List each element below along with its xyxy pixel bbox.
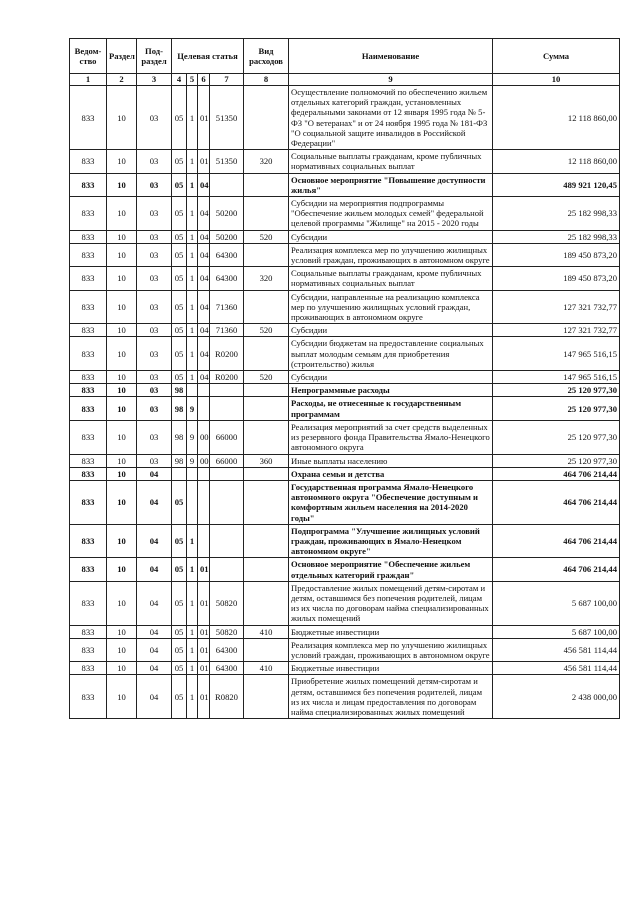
target-program-cell <box>172 467 187 480</box>
target-program-cell: 05 <box>172 480 187 524</box>
podrazdel-cell: 03 <box>137 337 172 371</box>
target-direction-cell: 66000 <box>210 454 244 467</box>
podrazdel-cell: 04 <box>137 581 172 625</box>
vedomstvo-cell: 833 <box>70 86 107 150</box>
target-direction-cell <box>210 173 244 196</box>
target-event-cell <box>198 480 210 524</box>
name-cell: Бюджетные инвестиции <box>289 662 493 675</box>
target-subprogram-cell: 1 <box>187 625 198 638</box>
sum-cell: 464 706 214,44 <box>493 467 620 480</box>
target-program-cell: 05 <box>172 267 187 290</box>
vedomstvo-cell: 833 <box>70 467 107 480</box>
target-subprogram-cell: 1 <box>187 86 198 150</box>
target-direction-cell <box>210 558 244 581</box>
razdel-cell: 10 <box>107 86 137 150</box>
target-event-cell: 04 <box>198 337 210 371</box>
expense-type-cell <box>244 675 289 719</box>
target-event-cell <box>198 524 210 558</box>
target-subprogram-cell: 1 <box>187 267 198 290</box>
target-subprogram-cell: 1 <box>187 337 198 371</box>
sum-cell: 127 321 732,77 <box>493 290 620 324</box>
name-cell: Реализация комплекса мер по улучшению жилищных условий граждан, проживающих в автономном округе <box>289 243 493 266</box>
podrazdel-cell: 03 <box>137 230 172 243</box>
target-subprogram-cell: 9 <box>187 397 198 420</box>
expense-type-cell: 410 <box>244 625 289 638</box>
table-row <box>70 524 620 558</box>
sum-cell: 464 706 214,44 <box>493 524 620 558</box>
sum-cell: 189 450 873,20 <box>493 267 620 290</box>
podrazdel-cell: 03 <box>137 267 172 290</box>
razdel-cell: 10 <box>107 480 137 524</box>
sum-cell: 5 687 100,00 <box>493 581 620 625</box>
razdel-cell: 10 <box>107 581 137 625</box>
expense-type-cell <box>244 384 289 397</box>
target-event-cell: 04 <box>198 371 210 384</box>
vedomstvo-cell: 833 <box>70 675 107 719</box>
target-event-cell <box>198 397 210 420</box>
razdel-cell: 10 <box>107 290 137 324</box>
sum-cell: 456 581 114,44 <box>493 662 620 675</box>
table-row <box>70 675 620 719</box>
expense-type-cell <box>244 638 289 661</box>
podrazdel-cell: 03 <box>137 197 172 231</box>
target-program-cell: 05 <box>172 243 187 266</box>
podrazdel-cell: 04 <box>137 558 172 581</box>
target-event-cell: 04 <box>198 267 210 290</box>
target-program-cell: 05 <box>172 675 187 719</box>
target-program-cell: 98 <box>172 384 187 397</box>
column-number: 1 <box>70 74 107 86</box>
expense-type-cell <box>244 467 289 480</box>
name-cell: Непрограммные расходы <box>289 384 493 397</box>
table-row <box>70 480 620 524</box>
podrazdel-cell: 04 <box>137 662 172 675</box>
expense-type-cell: 520 <box>244 324 289 337</box>
razdel-cell: 10 <box>107 150 137 173</box>
name-cell: Субсидии <box>289 230 493 243</box>
podrazdel-cell: 04 <box>137 675 172 719</box>
name-cell: Основное мероприятие "Обеспечение жильем отдельных категорий граждан" <box>289 558 493 581</box>
target-event-cell: 04 <box>198 197 210 231</box>
razdel-cell: 10 <box>107 625 137 638</box>
target-subprogram-cell: 1 <box>187 324 198 337</box>
target-program-cell: 05 <box>172 173 187 196</box>
podrazdel-cell: 03 <box>137 384 172 397</box>
sum-cell: 189 450 873,20 <box>493 243 620 266</box>
expense-type-cell <box>244 243 289 266</box>
target-subprogram-cell <box>187 480 198 524</box>
table-row <box>70 267 620 290</box>
target-direction-cell: 64300 <box>210 243 244 266</box>
target-program-cell: 05 <box>172 638 187 661</box>
name-cell: Расходы, не отнесенные к государственным программам <box>289 397 493 420</box>
sum-cell: 25 182 998,33 <box>493 230 620 243</box>
table-row <box>70 638 620 661</box>
name-cell: Субсидии бюджетам на предоставление социальных выплат молодым семьям для приобретения (строительство) жилья <box>289 337 493 371</box>
podrazdel-cell: 03 <box>137 86 172 150</box>
expense-type-cell: 410 <box>244 662 289 675</box>
target-direction-cell: 71360 <box>210 324 244 337</box>
sum-cell: 12 118 860,00 <box>493 86 620 150</box>
razdel-cell: 10 <box>107 662 137 675</box>
budget-table <box>69 38 620 719</box>
sum-cell: 127 321 732,77 <box>493 324 620 337</box>
vedomstvo-cell: 833 <box>70 173 107 196</box>
target-direction-cell: R0200 <box>210 371 244 384</box>
vedomstvo-cell: 833 <box>70 397 107 420</box>
sum-cell: 25 182 998,33 <box>493 197 620 231</box>
target-subprogram-cell: 1 <box>187 662 198 675</box>
name-cell: Основное мероприятие "Повышение доступности жилья" <box>289 173 493 196</box>
name-cell: Субсидии, направленные на реализацию комплекса мер по улучшению жилищных условий граждан, проживающих в автономном округе <box>289 290 493 324</box>
podrazdel-cell: 03 <box>137 420 172 454</box>
vedomstvo-cell: 833 <box>70 337 107 371</box>
column-number: 6 <box>198 74 210 86</box>
sum-cell: 456 581 114,44 <box>493 638 620 661</box>
target-direction-cell: R0200 <box>210 337 244 371</box>
table-row <box>70 197 620 231</box>
expense-type-cell <box>244 524 289 558</box>
sum-cell: 489 921 120,45 <box>493 173 620 196</box>
name-cell: Государственная программа Ямало-Ненецкого автономного округа "Обеспечение доступным и комфортным жильем населения на 2014-2020 годы" <box>289 480 493 524</box>
target-direction-cell: 64300 <box>210 662 244 675</box>
target-event-cell: 01 <box>198 150 210 173</box>
razdel-cell: 10 <box>107 197 137 231</box>
target-program-cell: 05 <box>172 581 187 625</box>
sum-cell: 464 706 214,44 <box>493 558 620 581</box>
target-subprogram-cell: 1 <box>187 230 198 243</box>
column-number: 4 <box>172 74 187 86</box>
target-subprogram-cell: 1 <box>187 150 198 173</box>
target-direction-cell <box>210 384 244 397</box>
name-cell: Субсидии <box>289 371 493 384</box>
sum-cell: 12 118 860,00 <box>493 150 620 173</box>
name-cell: Предоставление жилых помещений детям-сиротам и детям, оставшимся без попечения родителей, лицам из их числа по договорам найма специализированных жилых помещений <box>289 581 493 625</box>
vedomstvo-cell: 833 <box>70 230 107 243</box>
table-row <box>70 625 620 638</box>
name-cell: Приобретение жилых помещений детям-сиротам и детям, оставшимся без попечения родителей, лицам из их числа и лицам предоставления по договорам найма специализированных жилых помещений <box>289 675 493 719</box>
name-cell: Иные выплаты населению <box>289 454 493 467</box>
target-event-cell: 01 <box>198 581 210 625</box>
target-direction-cell: 51350 <box>210 86 244 150</box>
column-number: 7 <box>210 74 244 86</box>
target-subprogram-cell: 1 <box>187 173 198 196</box>
sum-cell: 5 687 100,00 <box>493 625 620 638</box>
target-subprogram-cell: 1 <box>187 558 198 581</box>
expense-type-cell <box>244 173 289 196</box>
target-program-cell: 05 <box>172 324 187 337</box>
podrazdel-cell: 03 <box>137 397 172 420</box>
target-program-cell: 98 <box>172 454 187 467</box>
target-subprogram-cell <box>187 384 198 397</box>
target-event-cell: 04 <box>198 230 210 243</box>
column-number: 5 <box>187 74 198 86</box>
table-row <box>70 371 620 384</box>
vedomstvo-cell: 833 <box>70 524 107 558</box>
podrazdel-cell: 04 <box>137 467 172 480</box>
target-subprogram-cell: 1 <box>187 290 198 324</box>
target-direction-cell <box>210 467 244 480</box>
table-row <box>70 86 620 150</box>
podrazdel-cell: 03 <box>137 173 172 196</box>
razdel-cell: 10 <box>107 467 137 480</box>
column-number: 3 <box>137 74 172 86</box>
target-program-cell: 05 <box>172 558 187 581</box>
target-event-cell <box>198 467 210 480</box>
target-subprogram-cell <box>187 467 198 480</box>
target-subprogram-cell: 1 <box>187 243 198 266</box>
expense-type-cell <box>244 86 289 150</box>
vedomstvo-cell: 833 <box>70 267 107 290</box>
podrazdel-cell: 04 <box>137 625 172 638</box>
table-row <box>70 173 620 196</box>
column-number: 9 <box>289 74 493 86</box>
vedomstvo-cell: 833 <box>70 480 107 524</box>
target-event-cell: 04 <box>198 243 210 266</box>
table-row <box>70 581 620 625</box>
target-direction-cell <box>210 524 244 558</box>
column-number: 8 <box>244 74 289 86</box>
podrazdel-cell: 04 <box>137 638 172 661</box>
expense-type-cell: 520 <box>244 230 289 243</box>
name-cell: Субсидии <box>289 324 493 337</box>
sum-cell: 25 120 977,30 <box>493 384 620 397</box>
column-number: 10 <box>493 74 620 86</box>
name-cell: Осуществление полномочий по обеспечению жильем отдельных категорий граждан, установленных федеральными законами от 12 января 1995 года № 5-ФЗ "О ветеранах" и от 24 ноября 1995 года № 181-ФЗ "О социальной защите инвалидов в Российской Федерации" <box>289 86 493 150</box>
target-program-cell: 05 <box>172 230 187 243</box>
vedomstvo-cell: 833 <box>70 558 107 581</box>
target-program-cell: 05 <box>172 524 187 558</box>
podrazdel-cell: 03 <box>137 454 172 467</box>
table-row <box>70 230 620 243</box>
column-number: 2 <box>107 74 137 86</box>
target-event-cell: 04 <box>198 324 210 337</box>
target-direction-cell: 71360 <box>210 290 244 324</box>
razdel-cell: 10 <box>107 230 137 243</box>
vedomstvo-cell: 833 <box>70 150 107 173</box>
target-event-cell: 01 <box>198 662 210 675</box>
target-program-cell: 05 <box>172 150 187 173</box>
expense-type-cell <box>244 581 289 625</box>
podrazdel-cell: 03 <box>137 324 172 337</box>
expense-type-cell <box>244 397 289 420</box>
name-cell: Реализация комплекса мер по улучшению жилищных условий граждан, проживающих в автономном округе <box>289 638 493 661</box>
razdel-cell: 10 <box>107 337 137 371</box>
vedomstvo-cell: 833 <box>70 662 107 675</box>
target-event-cell: 01 <box>198 638 210 661</box>
name-cell: Подпрограмма "Улучшение жилищных условий граждан, проживающих в Ямало-Ненецком автономном округе" <box>289 524 493 558</box>
target-event-cell: 01 <box>198 86 210 150</box>
expense-type-cell: 520 <box>244 371 289 384</box>
podrazdel-cell: 03 <box>137 150 172 173</box>
razdel-cell: 10 <box>107 638 137 661</box>
target-direction-cell: 50200 <box>210 197 244 231</box>
expense-type-cell <box>244 558 289 581</box>
expense-type-cell <box>244 290 289 324</box>
target-subprogram-cell: 9 <box>187 454 198 467</box>
expense-type-cell <box>244 480 289 524</box>
razdel-cell: 10 <box>107 524 137 558</box>
target-program-cell: 05 <box>172 337 187 371</box>
sum-cell: 464 706 214,44 <box>493 480 620 524</box>
podrazdel-cell: 03 <box>137 371 172 384</box>
target-event-cell: 04 <box>198 290 210 324</box>
target-direction-cell: R0820 <box>210 675 244 719</box>
razdel-cell: 10 <box>107 324 137 337</box>
header-target-article: Целевая статья <box>172 39 244 74</box>
target-subprogram-cell: 1 <box>187 371 198 384</box>
target-program-cell: 05 <box>172 197 187 231</box>
target-direction-cell: 51350 <box>210 150 244 173</box>
vedomstvo-cell: 833 <box>70 420 107 454</box>
target-subprogram-cell: 1 <box>187 197 198 231</box>
razdel-cell: 10 <box>107 384 137 397</box>
table-row <box>70 150 620 173</box>
razdel-cell: 10 <box>107 243 137 266</box>
target-event-cell <box>198 384 210 397</box>
target-subprogram-cell: 1 <box>187 675 198 719</box>
name-cell: Реализация мероприятий за счет средств выделенных из резервного фонда Правительства Ямало-Ненецкого автономного округа <box>289 420 493 454</box>
vedomstvo-cell: 833 <box>70 243 107 266</box>
sum-cell: 2 438 000,00 <box>493 675 620 719</box>
sum-cell: 25 120 977,30 <box>493 420 620 454</box>
target-direction-cell: 66000 <box>210 420 244 454</box>
sum-cell: 147 965 516,15 <box>493 371 620 384</box>
target-event-cell: 04 <box>198 173 210 196</box>
razdel-cell: 10 <box>107 267 137 290</box>
name-cell: Бюджетные инвестиции <box>289 625 493 638</box>
target-subprogram-cell: 1 <box>187 638 198 661</box>
target-program-cell: 05 <box>172 662 187 675</box>
target-event-cell: 01 <box>198 625 210 638</box>
name-cell: Социальные выплаты гражданам, кроме публичных нормативных социальных выплат <box>289 267 493 290</box>
target-program-cell: 05 <box>172 371 187 384</box>
razdel-cell: 10 <box>107 420 137 454</box>
target-direction-cell: 50200 <box>210 230 244 243</box>
razdel-cell: 10 <box>107 454 137 467</box>
target-event-cell: 00 <box>198 420 210 454</box>
sum-cell: 25 120 977,30 <box>493 454 620 467</box>
sum-cell: 25 120 977,30 <box>493 397 620 420</box>
target-event-cell: 01 <box>198 675 210 719</box>
table-row <box>70 454 620 467</box>
header-expense-type: Вид расходов <box>244 39 289 74</box>
target-event-cell: 01 <box>198 558 210 581</box>
expense-type-cell: 320 <box>244 150 289 173</box>
table-row <box>70 662 620 675</box>
target-direction-cell: 64300 <box>210 638 244 661</box>
razdel-cell: 10 <box>107 675 137 719</box>
vedomstvo-cell: 833 <box>70 625 107 638</box>
target-direction-cell: 50820 <box>210 625 244 638</box>
podrazdel-cell: 04 <box>137 480 172 524</box>
header-name: Наименование <box>289 39 493 74</box>
header-sum: Сумма <box>493 39 620 74</box>
target-direction-cell <box>210 397 244 420</box>
target-direction-cell: 64300 <box>210 267 244 290</box>
vedomstvo-cell: 833 <box>70 454 107 467</box>
name-cell: Социальные выплаты гражданам, кроме публичных нормативных социальных выплат <box>289 150 493 173</box>
podrazdel-cell: 03 <box>137 290 172 324</box>
razdel-cell: 10 <box>107 397 137 420</box>
table-row <box>70 467 620 480</box>
expense-type-cell <box>244 420 289 454</box>
podrazdel-cell: 03 <box>137 243 172 266</box>
target-direction-cell: 50820 <box>210 581 244 625</box>
target-subprogram-cell: 1 <box>187 581 198 625</box>
vedomstvo-cell: 833 <box>70 638 107 661</box>
vedomstvo-cell: 833 <box>70 324 107 337</box>
razdel-cell: 10 <box>107 558 137 581</box>
podrazdel-cell: 04 <box>137 524 172 558</box>
target-program-cell: 05 <box>172 86 187 150</box>
target-program-cell: 98 <box>172 420 187 454</box>
table-row <box>70 243 620 266</box>
table-row <box>70 324 620 337</box>
target-program-cell: 05 <box>172 625 187 638</box>
expense-type-cell <box>244 197 289 231</box>
table-row <box>70 337 620 371</box>
column-number-row <box>70 74 620 86</box>
target-subprogram-cell: 9 <box>187 420 198 454</box>
expense-type-cell: 360 <box>244 454 289 467</box>
table-row <box>70 558 620 581</box>
table-row <box>70 384 620 397</box>
razdel-cell: 10 <box>107 173 137 196</box>
table-row <box>70 420 620 454</box>
header-podrazdel: Под-раздел <box>137 39 172 74</box>
vedomstvo-cell: 833 <box>70 581 107 625</box>
name-cell: Субсидии на мероприятия подпрограммы "Обеспечение жильем молодых семей" федеральной целевой программы "Жилище" на 2015 - 2020 годы <box>289 197 493 231</box>
target-program-cell: 98 <box>172 397 187 420</box>
name-cell: Охрана семьи и детства <box>289 467 493 480</box>
target-subprogram-cell: 1 <box>187 524 198 558</box>
razdel-cell: 10 <box>107 371 137 384</box>
header-razdel: Раздел <box>107 39 137 74</box>
expense-type-cell <box>244 337 289 371</box>
expense-type-cell: 320 <box>244 267 289 290</box>
table-row <box>70 397 620 420</box>
vedomstvo-cell: 833 <box>70 290 107 324</box>
vedomstvo-cell: 833 <box>70 384 107 397</box>
table-row <box>70 290 620 324</box>
target-program-cell: 05 <box>172 290 187 324</box>
header-vedomstvo: Ведом-ство <box>70 39 107 74</box>
vedomstvo-cell: 833 <box>70 197 107 231</box>
vedomstvo-cell: 833 <box>70 371 107 384</box>
sum-cell: 147 965 516,15 <box>493 337 620 371</box>
target-direction-cell <box>210 480 244 524</box>
target-event-cell: 00 <box>198 454 210 467</box>
